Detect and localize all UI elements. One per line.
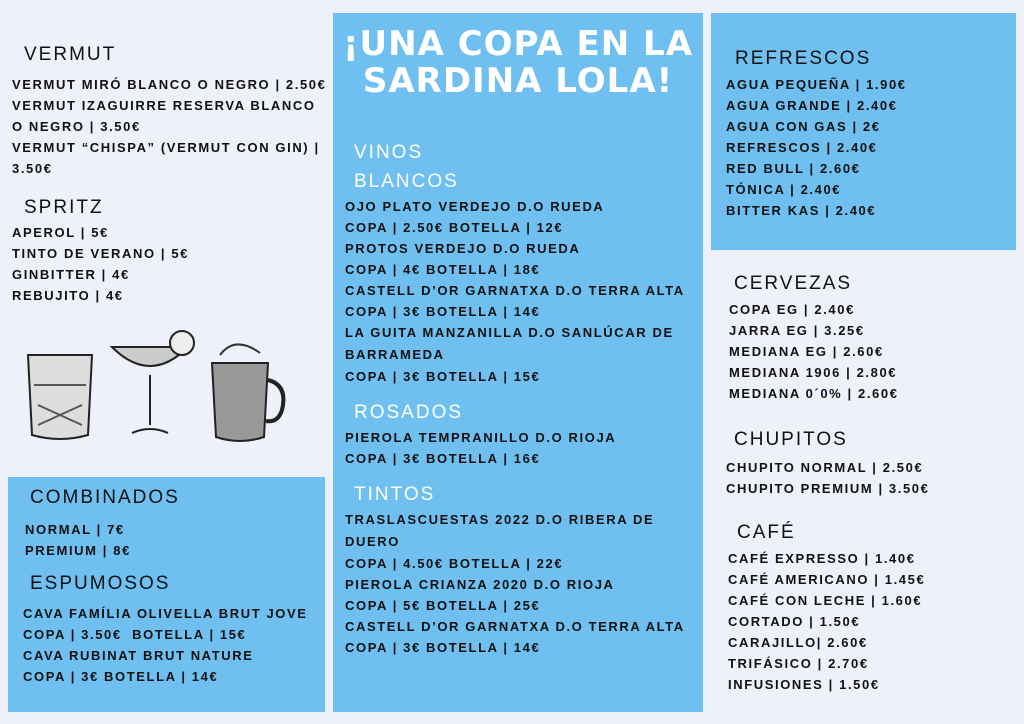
menu-item: AGUA PEQUEÑA | 1.90€	[726, 77, 907, 92]
menu-item: RED BULL | 2.60€	[726, 161, 861, 176]
menu-item: NORMAL | 7€	[25, 522, 125, 537]
menu-item: CARAJILLO| 2.60€	[728, 635, 868, 650]
menu-item: AGUA GRANDE | 2.40€	[726, 98, 898, 113]
section-heading: COMBINADOS	[30, 487, 180, 508]
section-chupitos	[722, 429, 929, 499]
menu-item: JARRA EG | 3.25€	[729, 323, 865, 338]
section-cervezas	[722, 273, 899, 404]
subsection-heading-tintos: TINTOS	[354, 484, 436, 505]
section-heading: VINOS	[354, 142, 424, 163]
section-heading: ESPUMOSOS	[30, 573, 171, 594]
menu-item: COPA | 5€ BOTELLA | 25€	[345, 598, 541, 613]
menu-item: BITTER KAS | 2.40€	[726, 203, 877, 218]
menu-item: APEROL | 5€	[12, 225, 109, 240]
menu-item: REBUJITO | 4€	[12, 288, 124, 303]
menu-item: PIEROLA TEMPRANILLO D.O RIOJA	[345, 430, 617, 445]
menu-item: COPA | 3.50€ BOTELLA | 15€	[23, 627, 247, 642]
menu-item: COPA | 2.50€ BOTELLA | 12€	[345, 220, 564, 235]
section-cafe	[725, 522, 925, 695]
menu-item: TRASLASCUESTAS 2022 D.O RIBERA DE DUERO	[345, 512, 655, 549]
menu-item: COPA | 3€ BOTELLA | 14€	[345, 640, 541, 655]
subsection-heading-rosados: ROSADOS	[354, 402, 464, 423]
menu-item: COPA EG | 2.40€	[729, 302, 855, 317]
menu-item: OJO PLATO VERDEJO D.O RUEDA	[345, 199, 605, 214]
menu-item: CAFÉ AMERICANO | 1.45€	[728, 572, 926, 587]
menu-item: COPA | 4€ BOTELLA | 18€	[345, 262, 541, 277]
menu-item: COPA | 3€ BOTELLA | 14€	[23, 669, 219, 684]
menu-item: CAFÉ CON LECHE | 1.60€	[728, 593, 923, 608]
menu-item: VERMUT “CHISPA” (VERMUT CON GIN) | 3.50€	[12, 140, 320, 176]
menu-item: VERMUT MIRÓ BLANCO O NEGRO | 2.50€	[12, 77, 327, 92]
menu-item: CAFÉ EXPRESSO | 1.40€	[728, 551, 916, 566]
section-vermut	[12, 44, 327, 179]
section-vinos	[333, 142, 685, 658]
section-heading: SPRITZ	[24, 197, 104, 218]
menu-item: COPA | 3€ BOTELLA | 14€	[345, 304, 541, 319]
menu-item: PIEROLA CRIANZA 2020 D.O RIOJA	[345, 577, 615, 592]
menu-item: MEDIANA EG | 2.60€	[729, 344, 884, 359]
menu-item: CAVA FAMÍLIA OLIVELLA BRUT JOVE	[23, 606, 308, 621]
menu-item: COPA | 3€ BOTELLA | 16€	[345, 451, 541, 466]
section-spritz	[12, 197, 327, 306]
menu-item: PROTOS VERDEJO D.O RUEDA	[345, 241, 581, 256]
menu-item: REFRESCOS | 2.40€	[726, 140, 878, 155]
section-refrescos	[714, 48, 907, 221]
menu-item: GINBITTER | 4€	[12, 267, 130, 282]
menu-item: LA GUITA MANZANILLA D.O SANLÚCAR DE BARRAMEDA	[345, 325, 674, 362]
section-combinados	[12, 487, 180, 561]
menu-item: MEDIANA 1906 | 2.80€	[729, 365, 898, 380]
cocktail-illustration	[20, 325, 290, 450]
menu-item: AGUA CON GAS | 2€	[726, 119, 881, 134]
section-espumosos	[12, 573, 308, 687]
section-heading: CERVEZAS	[734, 273, 853, 294]
menu-item: TRIFÁSICO | 2.70€	[728, 656, 869, 671]
section-heading: REFRESCOS	[735, 48, 872, 69]
menu-item: VERMUT IZAGUIRRE RESERVA BLANCO O NEGRO | 3.50€	[12, 98, 316, 134]
menu-item: TÓNICA | 2.40€	[726, 182, 842, 197]
section-heading: VERMUT	[24, 44, 117, 65]
menu-item: INFUSIONES | 1.50€	[728, 677, 880, 692]
section-heading: CHUPITOS	[734, 429, 848, 450]
menu-item: PREMIUM | 8€	[25, 543, 131, 558]
menu-item: TINTO DE VERANO | 5€	[12, 246, 189, 261]
page-title: ¡UNA COPA EN LA SARDINA LOLA!	[342, 24, 694, 101]
menu-item: CAVA RUBINAT BRUT NATURE	[23, 648, 254, 663]
menu-item: CASTELL D’OR GARNATXA D.O TERRA ALTA	[345, 619, 685, 634]
menu-item: COPA | 3€ BOTELLA | 15€	[345, 369, 541, 384]
section-heading: CAFÉ	[737, 522, 796, 543]
menu-item: CASTELL D’OR GARNATXA D.O TERRA ALTA	[345, 283, 685, 298]
menu-item: CHUPITO PREMIUM | 3.50€	[726, 481, 930, 496]
menu-item: CORTADO | 1.50€	[728, 614, 861, 629]
menu-item: CHUPITO NORMAL | 2.50€	[726, 460, 924, 475]
menu-item: COPA | 4.50€ BOTELLA | 22€	[345, 556, 564, 571]
subsection-heading-blancos: BLANCOS	[354, 171, 459, 192]
menu-item: MEDIANA 0´0% | 2.60€	[729, 386, 899, 401]
